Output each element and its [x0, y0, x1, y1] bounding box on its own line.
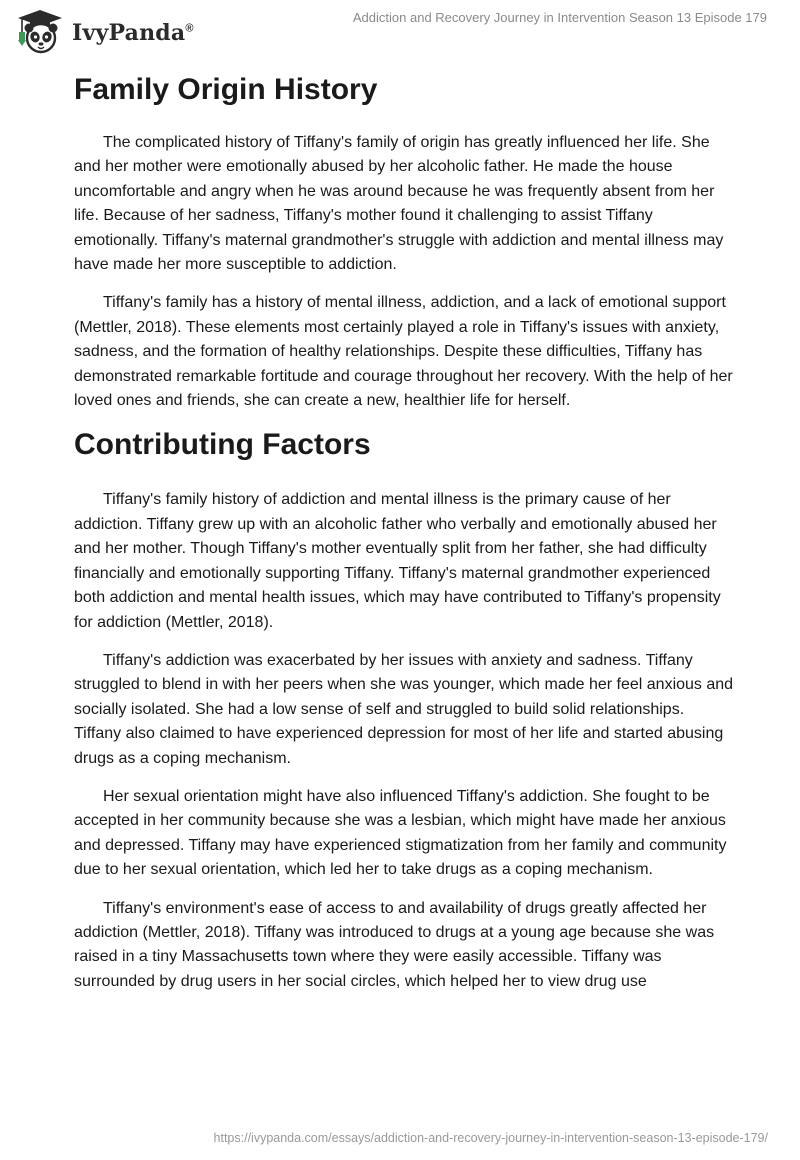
paragraph: Tiffany's addiction was exacerbated by her issues with anxiety and sadness. Tiffany struggled to blend in with her peers when she was younger, which made her feel anxious and socially isolated. She had a low sense of self and struggled to build solid relationships. Tiffany also claimed to have experienced depression for most of her life and started abusing drugs as a coping mechanism.	[74, 651, 734, 767]
paragraph: Her sexual orientation might have also influenced Tiffany's addiction. She fought to be accepted in her community because she was a lesbian, which might have made her anxious and depressed. Tiffany may have experienced stigmatization from her family and community due to her sexual orientation, which led her to take drugs as a coping mechanism.	[74, 787, 727, 879]
source-url[interactable]: https://ivypanda.com/essays/addiction-and-recovery-journey-in-intervention-season-13-episode-179/	[213, 1131, 768, 1145]
paragraph: Tiffany's environment's ease of access to and availability of drugs greatly affected her addiction (Mettler, 2018). Tiffany was introduced to drugs at a young age because she was raised in a tiny Massachusetts town where they were easily accessible. Tiffany was surrounded by drug users in her social circles, which helped her to view drug use	[74, 899, 715, 990]
section-heading: Family Origin History	[74, 73, 378, 106]
logo-wordmark	[72, 20, 194, 46]
section-heading: Contributing Factors	[74, 428, 371, 462]
registered-mark: ®	[185, 22, 194, 35]
logo-text: IvyPanda	[72, 20, 186, 46]
essay-content	[74, 70, 734, 994]
paragraph: Tiffany's family has a history of mental illness, addiction, and a lack of emotional support (Mettler, 2018). These elements most certainly played a role in Tiffany's issues with anxiety, sadness, and the formation of healthy relationships. Despite these difficulties, Tiffany has demonstrated remarkable fortitude and courage throughout her recovery. With the help of her loved ones and friends, she can create a new, healthier life for herself.	[74, 294, 733, 410]
paragraph: Tiffany's family history of addiction and mental illness is the primary cause of her addiction. Tiffany grew up with an alcoholic father who verbally and emotionally abused her and her mother. Though Tiffany's mother eventually split from her father, she had difficulty financially and emotionally supporting Tiffany. Tiffany's maternal grandmother experienced both addiction and mental health issues, which may have contributed to Tiffany's propensity for addiction (Mettler, 2018).	[74, 491, 721, 631]
document-title: Addiction and Recovery Journey in Intervention Season 13 Episode 179	[352, 10, 767, 25]
page-header	[0, 0, 800, 64]
ivypanda-logo[interactable]	[14, 8, 194, 56]
section-contributing-factors	[74, 425, 734, 994]
section-family-origin-history	[74, 70, 734, 413]
paragraph: The complicated history of Tiffany's family of origin has greatly influenced her life. She and her mother were emotionally abused by her alcoholic father. He made the house uncomfortable and angry when he was around because he was frequently absent from her life. Because of her sadness, Tiffany's mother found it challenging to assist Tiffany emotionally. Tiffany's maternal grandmother's struggle with addiction and mental illness may have made her more susceptible to addiction.	[74, 134, 724, 274]
panda-graduate-icon	[14, 8, 66, 56]
